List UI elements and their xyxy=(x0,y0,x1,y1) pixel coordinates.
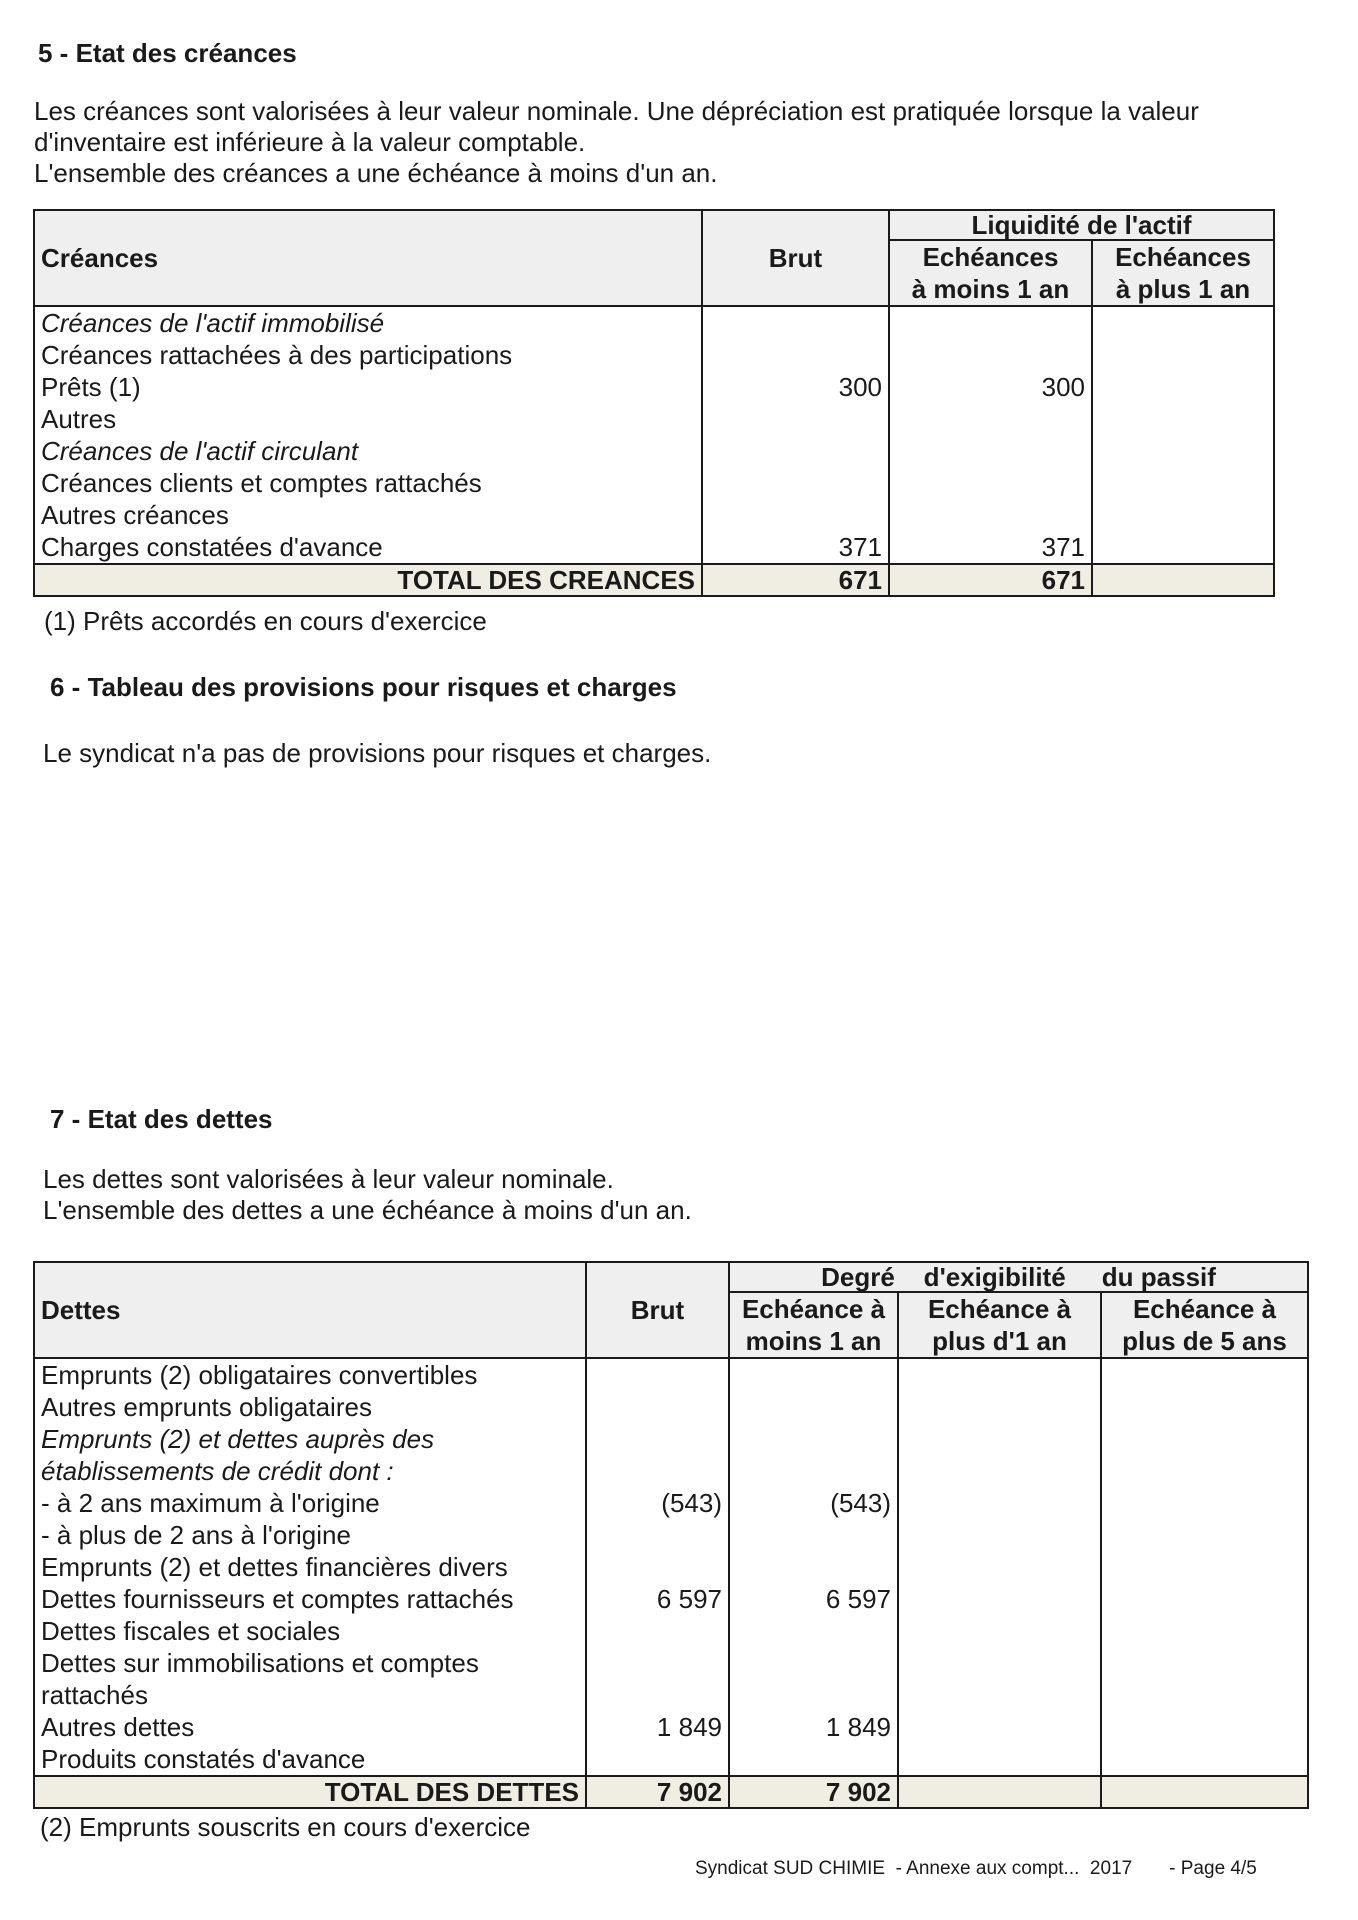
cell-value: 300 xyxy=(838,372,882,402)
table-row-label: Autres dettes xyxy=(41,1712,195,1742)
table-row-label: Produits constatés d'avance xyxy=(41,1744,366,1774)
table-row-label: Dettes fournisseurs et comptes rattachés xyxy=(41,1584,514,1614)
cell-value: 300 xyxy=(1041,372,1085,402)
table-row-label: Créances de l'actif circulant xyxy=(41,436,359,466)
dettes-plus1-column xyxy=(898,1358,1101,1776)
cell-value: 6 597 xyxy=(825,1584,891,1614)
table-row-label: Dettes fiscales et sociales xyxy=(41,1616,341,1646)
creances-brut-column xyxy=(702,306,889,564)
table-row-label: Créances de l'actif immobilisé xyxy=(41,308,385,338)
dettes-table xyxy=(33,1261,1309,1809)
total-label: TOTAL DES DETTES xyxy=(34,1776,586,1808)
page-footer xyxy=(695,1858,1257,1880)
footer-page: - Page 4/5 xyxy=(1169,1858,1257,1879)
dettes-plus5-column xyxy=(1101,1358,1308,1776)
cell-value: (543) xyxy=(661,1488,722,1518)
header-brut: Brut xyxy=(586,1262,729,1358)
table-row-label: Emprunts (2) obligataires convertibles xyxy=(41,1360,478,1390)
intro-line: d'inventaire est inférieure à la valeur comptable. xyxy=(34,127,586,157)
cell-value: 371 xyxy=(1041,532,1085,562)
table-row-label: Dettes sur immobilisations et comptes xyxy=(41,1648,479,1678)
section-6-title: 6 - Tableau des provisions pour risques et charges xyxy=(50,672,677,702)
total-label: TOTAL DES CREANCES xyxy=(34,564,702,596)
footnote-2: (2) Emprunts souscrits en cours d'exercice xyxy=(40,1812,531,1842)
header-echeance-moins-1-an: Echéance à moins 1 an xyxy=(729,1292,898,1358)
section-5-title: 5 - Etat des créances xyxy=(38,38,297,68)
table-row-label: Emprunts (2) et dettes auprès des xyxy=(41,1424,435,1454)
footer-org: Syndicat SUD CHIMIE xyxy=(695,1858,886,1879)
cell-value: 1 849 xyxy=(825,1712,891,1742)
table-row-label: Autres créances xyxy=(41,500,229,530)
section-7-title: 7 - Etat des dettes xyxy=(50,1104,273,1134)
total-moins1: 671 xyxy=(889,564,1092,596)
intro-line: L'ensemble des dettes a une échéance à moins d'un an. xyxy=(43,1195,692,1225)
dettes-brut-column xyxy=(586,1358,729,1776)
footer-doc: - Annexe aux compt... 2017 xyxy=(895,1858,1133,1879)
table-row-label: Créances clients et comptes rattachés xyxy=(41,468,482,498)
total-plus1 xyxy=(1092,564,1274,596)
table-row-label: - à plus de 2 ans à l'origine xyxy=(41,1520,351,1550)
table-row-label: Créances rattachées à des participations xyxy=(41,340,513,370)
table-row-label: Charges constatées d'avance xyxy=(41,532,383,562)
footnote-1: (1) Prêts accordés en cours d'exercice xyxy=(44,606,487,636)
total-row xyxy=(34,564,1274,596)
total-moins1: 7 902 xyxy=(729,1776,898,1808)
creances-table xyxy=(33,209,1275,597)
table-row-label: Autres emprunts obligataires xyxy=(41,1392,372,1422)
section-7-intro xyxy=(43,1164,1343,1226)
header-creances: Créances xyxy=(34,210,702,306)
table-row-label: Autres xyxy=(41,404,117,434)
cell-value: 6 597 xyxy=(656,1584,722,1614)
table-row-label: - à 2 ans maximum à l'origine xyxy=(41,1488,380,1518)
table-row-label: rattachés xyxy=(41,1680,148,1710)
dettes-labels-column xyxy=(34,1358,586,1776)
intro-line: Les créances sont valorisées à leur valeur nominale. Une dépréciation est pratiquée lorsque la valeur xyxy=(34,96,1199,126)
table-row-label: établissements de crédit dont : xyxy=(41,1456,394,1486)
cell-value: 371 xyxy=(838,532,882,562)
total-row xyxy=(34,1776,1308,1808)
header-echeance-plus-1-an: Echéances à plus 1 an xyxy=(1092,240,1274,306)
intro-line: Les dettes sont valorisées à leur valeur nominale. xyxy=(43,1164,614,1194)
creances-moins1-column xyxy=(889,306,1092,564)
total-plus1 xyxy=(898,1776,1101,1808)
cell-value: 1 849 xyxy=(656,1712,722,1742)
header-degre-exigibilite: Degré d'exigibilité du passif xyxy=(729,1262,1308,1292)
section-5-intro xyxy=(34,96,1334,189)
dettes-moins1-column xyxy=(729,1358,898,1776)
table-row-label: Emprunts (2) et dettes financières divers xyxy=(41,1552,508,1582)
creances-plus1-column xyxy=(1092,306,1274,564)
section-6-text: Le syndicat n'a pas de provisions pour risques et charges. xyxy=(43,738,712,768)
table-row-label: Prêts (1) xyxy=(41,372,141,402)
header-echeance-plus-1-an: Echéance à plus d'1 an xyxy=(898,1292,1101,1358)
total-brut: 671 xyxy=(702,564,889,596)
intro-line: L'ensemble des créances a une échéance à moins d'un an. xyxy=(34,158,718,188)
creances-labels-column xyxy=(34,306,702,564)
header-dettes: Dettes xyxy=(34,1262,586,1358)
header-liquidite: Liquidité de l'actif xyxy=(889,210,1274,240)
header-echeance-plus-5-ans: Echéance à plus de 5 ans xyxy=(1101,1292,1308,1358)
header-brut: Brut xyxy=(702,210,889,306)
total-plus5 xyxy=(1101,1776,1308,1808)
total-brut: 7 902 xyxy=(586,1776,729,1808)
cell-value: (543) xyxy=(830,1488,891,1518)
header-echeance-moins-1-an: Echéances à moins 1 an xyxy=(889,240,1092,306)
